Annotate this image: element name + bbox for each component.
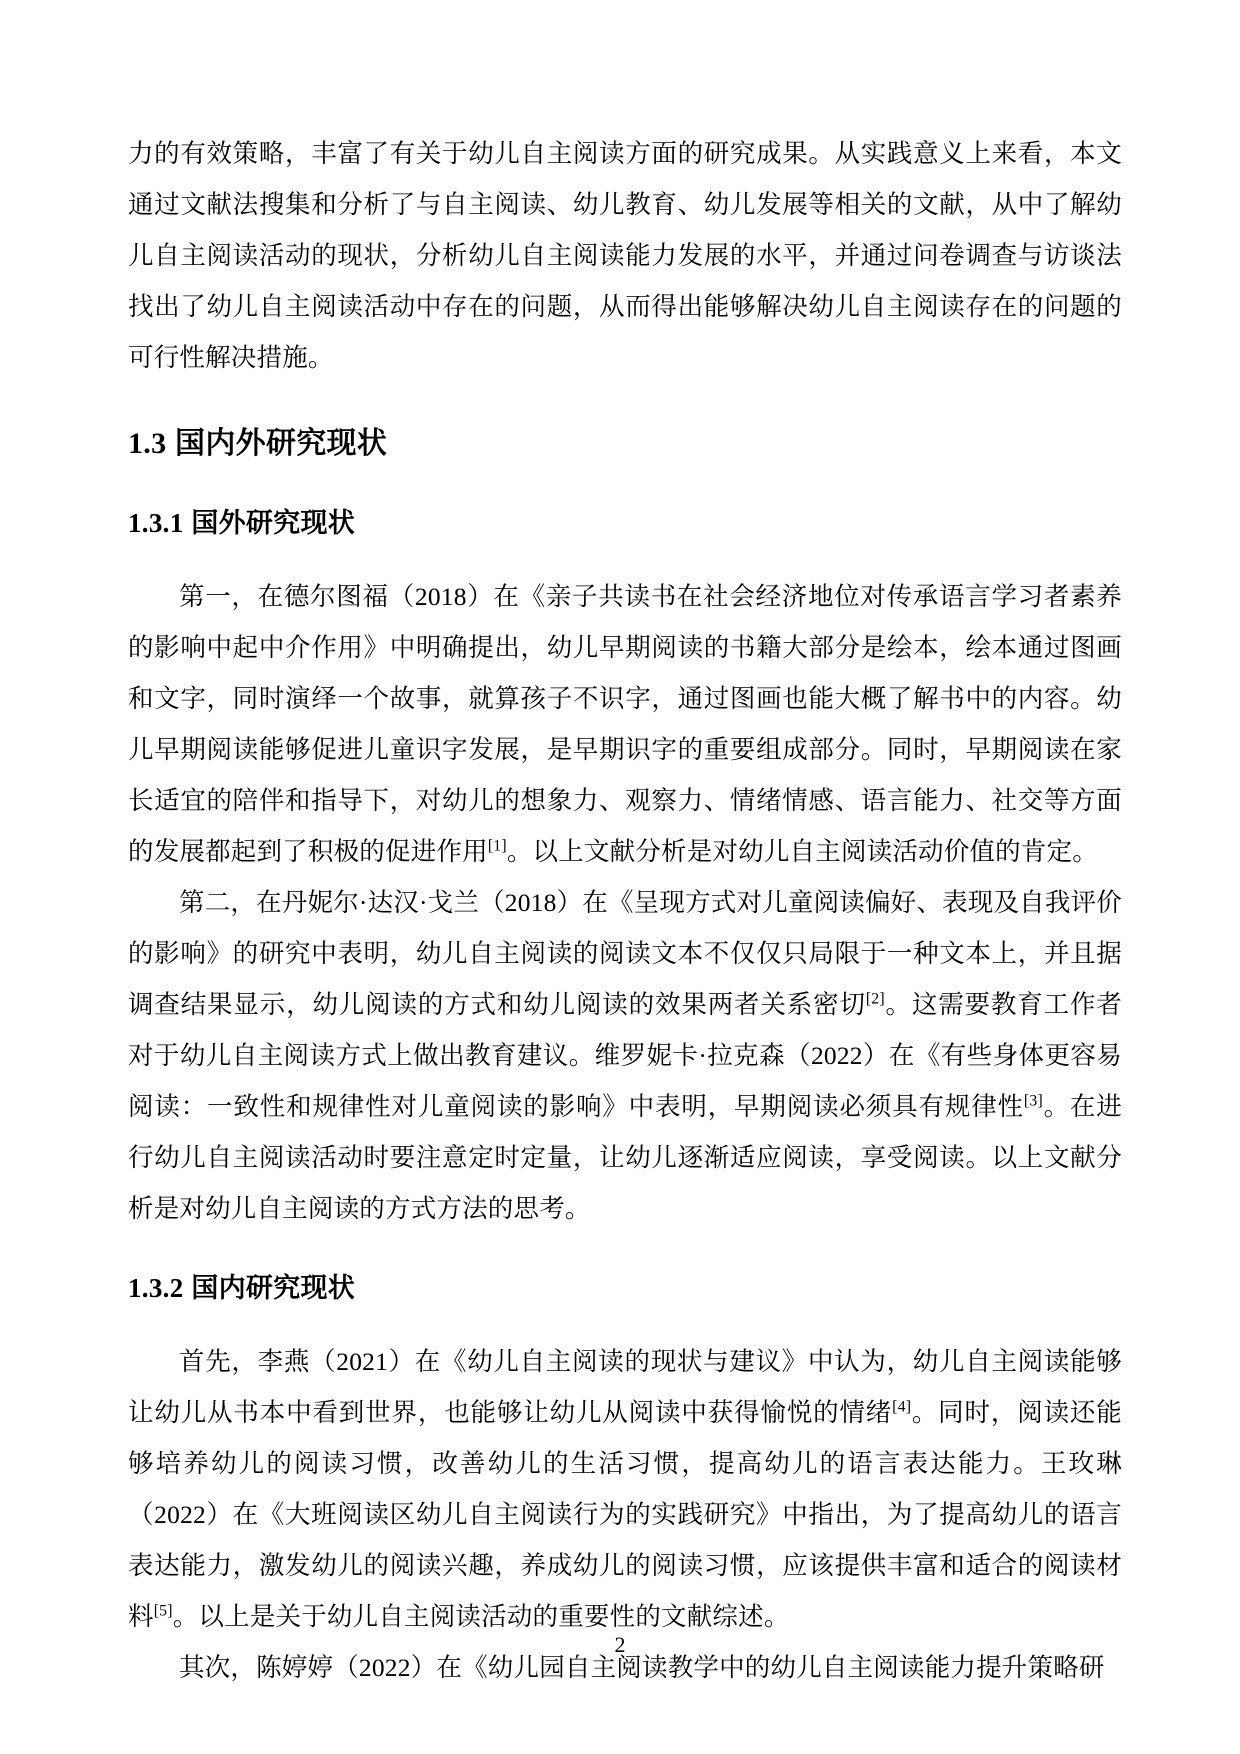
page-number-footer: 2: [614, 1632, 626, 1657]
paragraph-domestic-first: [128, 1336, 1122, 1642]
heading-1-3-2-number: 1.3.2: [128, 1273, 184, 1303]
citation-ref-4: [4]: [892, 1398, 912, 1416]
heading-1-3-1-number: 1.3.1: [128, 508, 184, 538]
heading-1-3-title: 国内外研究现状: [175, 427, 388, 460]
paragraph-text-part: 首先，李燕（2021）在《幼儿自主阅读的现状与建议》中认为，幼儿自主阅读能够让幼儿从书本中看到世界，也能够让幼儿从阅读中获得愉悦的情绪: [128, 1347, 1122, 1427]
paragraph-foreign-second: [128, 877, 1122, 1234]
citation-ref-1: [1]: [487, 837, 507, 855]
heading-1-3-2-title: 国内研究现状: [191, 1273, 356, 1303]
paragraph-text-part: 。在进行幼儿自主阅读活动时要注意定时定量，让幼儿逐渐适应阅读，享受阅读。以上文献分析是对幼儿自主阅读的方式方法的思考。: [128, 1092, 1122, 1223]
citation-ref-3: [3]: [1023, 1092, 1043, 1110]
heading-1-3-2: [128, 1264, 1122, 1312]
paragraph-text-part: 。以上是关于幼儿自主阅读活动的重要性的文献综述。: [172, 1602, 790, 1631]
paragraph-foreign-first: [128, 571, 1122, 877]
citation-ref-5: [5]: [153, 1602, 173, 1620]
paragraph-text-part: 。这需要教育工作者对于幼儿自主阅读方式上做出教育建议。维罗妮卡·拉克森（2022）在《有些身体更容易阅读：一致性和规律性对儿童阅读的影响》中表明，早期阅读必须具有规律性: [128, 990, 1122, 1121]
paragraph-text-part: 。同时，阅读还能够培养幼儿的阅读习惯，改善幼儿的生活习惯，提高幼儿的语言表达能力。王玫琳（2022）在《大班阅读区幼儿自主阅读行为的实践研究》中指出，为了提高幼儿的语言表达能力，激发幼儿的阅读兴趣，养成幼儿的阅读习惯，应该提供丰富和适合的阅读材料: [128, 1398, 1122, 1631]
heading-1-3-1: [128, 499, 1122, 547]
paragraph-text-part: 其次，陈婷婷（2022）在《幼儿园自主阅读教学中的幼儿自主阅读能力提升策略研: [179, 1653, 1105, 1682]
paragraph-text-part: 。以上文献分析是对幼儿自主阅读活动价值的肯定。: [506, 837, 1098, 866]
heading-1-3: [128, 419, 1122, 469]
citation-ref-2: [2]: [865, 990, 885, 1008]
paragraph-intro-continued: 力的有效策略，丰富了有关于幼儿自主阅读方面的研究成果。从实践意义上来看，本文通过文献法搜集和分析了与自主阅读、幼儿教育、幼儿发展等相关的文献，从中了解幼儿自主阅读活动的现状，分析幼儿自主阅读能力发展的水平，并通过问卷调查与访谈法找出了幼儿自主阅读活动中存在的问题，从而得出能够解决幼儿自主阅读存在的问题的可行性解决措施。: [128, 139, 1122, 372]
paragraph-text-part: 第二，在丹妮尔·达汉·戈兰（2018）在《呈现方式对儿童阅读偏好、表现及自我评价的影响》的研究中表明，幼儿自主阅读的阅读文本不仅仅只局限于一种文本上，并且据调查结果显示，幼儿阅读的方式和幼儿阅读的效果两者关系密切: [128, 888, 1122, 1019]
paragraph-text-part: 第一，在德尔图福（2018）在《亲子共读书在社会经济地位对传承语言学习者素养的影响中起中介作用》中明确提出，幼儿早期阅读的书籍大部分是绘本，绘本通过图画和文字，同时演绎一个故事，就算孩子不识字，通过图画也能大概了解书中的内容。幼儿早期阅读能够促进儿童识字发展，是早期识字的重要组成部分。同时，早期阅读在家长适宜的陪伴和指导下，对幼儿的想象力、观察力、情绪情感、语言能力、社交等方面的发展都起到了积极的促进作用: [128, 582, 1122, 866]
heading-1-3-number: 1.3: [128, 427, 167, 460]
heading-1-3-1-title: 国外研究现状: [191, 508, 356, 538]
